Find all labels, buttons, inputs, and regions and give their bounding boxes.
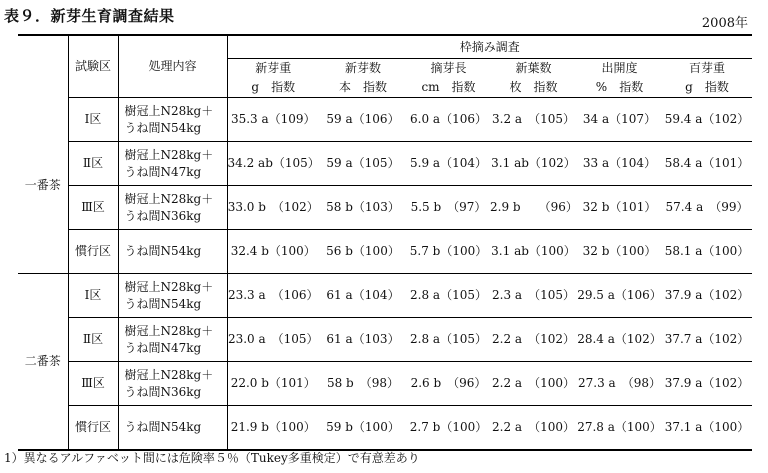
treatment-line: 樹冠上N28kg＋ (124, 279, 214, 294)
value-cell: 2.9 b （96） (490, 186, 577, 230)
plot-header: 試験区 (68, 35, 118, 98)
treatment-cell (118, 318, 227, 362)
value-cell: 58.1 a（100） (662, 230, 752, 274)
value-cell: 5.7 b（100） (407, 230, 490, 274)
value-cell: 37.1 a（100） (662, 406, 752, 451)
value-cell: 5.5 b （97） (407, 186, 490, 230)
season-label: 二番茶 (18, 274, 68, 451)
value-cell: 32 b（101） (577, 186, 662, 230)
value-cell: 27.8 a（100） (577, 406, 662, 451)
treatment-cell (118, 230, 227, 274)
value-cell: 32.4 b（100） (227, 230, 319, 274)
value-cell: 56 b（100） (319, 230, 407, 274)
value-cell: 2.2 a （100） (490, 362, 577, 406)
table-row (18, 318, 752, 362)
col-header-unit: 枚 指数 (490, 78, 577, 98)
value-cell: 58.4 a（101） (662, 142, 752, 186)
value-cell: 2.8 a（105） (407, 274, 490, 318)
table-row (18, 274, 752, 318)
value-cell: 2.2 a （100） (490, 406, 577, 451)
plot-cell: 慣行区 (68, 406, 118, 451)
value-cell: 59 a（106） (319, 98, 407, 142)
treatment-cell (118, 142, 227, 186)
value-cell: 2.2 a （102） (490, 318, 577, 362)
treatment-line: 樹冠上N28kg＋ (124, 191, 214, 206)
value-cell: 3.2 a （105） (490, 98, 577, 142)
col-header-unit: % 指数 (577, 78, 662, 98)
value-cell: 37.7 a（102） (662, 318, 752, 362)
value-cell: 28.4 a（102） (577, 318, 662, 362)
value-cell: 29.5 a（106） (577, 274, 662, 318)
value-cell: 3.1 ab（102） (490, 142, 577, 186)
treatment-line: 樹冠上N28kg＋ (124, 147, 214, 162)
treatment-cell (118, 362, 227, 406)
treatment-line: うね間N54kg (124, 420, 202, 434)
col-header-name: 摘芽長 (430, 61, 467, 75)
plot-cell: Ⅱ区 (68, 142, 118, 186)
value-cell: 58 b （98） (319, 362, 407, 406)
table-title: 表９．新芽生育調査結果 (4, 7, 175, 25)
plot-cell: 慣行区 (68, 230, 118, 274)
treatment-line: 樹冠上N28kg＋ (124, 367, 214, 382)
season-label: 一番茶 (18, 98, 68, 274)
col-header-name: 新葉数 (515, 61, 552, 75)
value-cell: 34.2 ab（105） (227, 142, 319, 186)
value-cell: 61 a（103） (319, 318, 407, 362)
treatment-cell (118, 98, 227, 142)
value-cell: 37.9 a（102） (662, 274, 752, 318)
col-header-name: 出開度 (601, 61, 638, 75)
value-cell: 23.0 a （105） (227, 318, 319, 362)
table-row (18, 230, 752, 274)
value-cell: 2.6 b （96） (407, 362, 490, 406)
plot-cell: Ⅱ区 (68, 318, 118, 362)
value-cell: 61 a（104） (319, 274, 407, 318)
col-header-unit: cm 指数 (407, 78, 490, 98)
value-cell: 21.9 b（100） (227, 406, 319, 451)
value-cell: 59.4 a（102） (662, 98, 752, 142)
value-cell: 59 b（100） (319, 406, 407, 451)
treatment-cell (118, 406, 227, 451)
treatment-line: うね間N54kg (124, 120, 202, 135)
value-cell: 2.3 a （105） (490, 274, 577, 318)
value-cell: 57.4 a （99） (662, 186, 752, 230)
plot-cell: Ⅰ区 (68, 274, 118, 318)
treatment-cell (118, 274, 227, 318)
plot-cell: Ⅰ区 (68, 98, 118, 142)
value-cell: 33.0 b （102） (227, 186, 319, 230)
treatment-cell (118, 186, 227, 230)
value-cell: 23.3 a （106） (227, 274, 319, 318)
treatment-line: うね間N54kg (124, 296, 202, 311)
table-row (18, 406, 752, 451)
group-header: 枠摘み調査 (227, 35, 752, 59)
value-cell: 32 b（100） (577, 230, 662, 274)
table-row (18, 362, 752, 406)
treatment-line: うね間N36kg (124, 384, 202, 399)
treatment-line: うね間N36kg (124, 208, 202, 223)
plot-cell: Ⅲ区 (68, 362, 118, 406)
treatment-line: 樹冠上N28kg＋ (124, 323, 214, 338)
value-cell: 34 a（107） (577, 98, 662, 142)
col-header-unit: 本 指数 (319, 78, 407, 98)
table-row (18, 186, 752, 230)
value-cell: 2.8 a（105） (407, 318, 490, 362)
table-row (18, 98, 752, 142)
value-cell: 37.9 a（102） (662, 362, 752, 406)
col-header-unit: g 指数 (662, 78, 752, 98)
treatment-line: うね間N54kg (124, 244, 202, 258)
treatment-header: 処理内容 (118, 35, 227, 98)
value-cell: 58 b（103） (319, 186, 407, 230)
col-header-name: 新芽重 (227, 59, 319, 79)
value-cell: 22.0 b（101） (227, 362, 319, 406)
value-cell: 5.9 a（104） (407, 142, 490, 186)
treatment-line: うね間N47kg (124, 340, 202, 355)
value-cell: 3.1 ab（100） (490, 230, 577, 274)
value-cell: 33 a（104） (577, 142, 662, 186)
corner-cell (18, 35, 68, 98)
value-cell: 27.3 a （98） (577, 362, 662, 406)
col-header-unit: g 指数 (227, 78, 319, 98)
col-header-name: 新芽数 (344, 61, 381, 75)
year-label: 2008年 (701, 16, 748, 31)
value-cell: 6.0 a（106） (407, 98, 490, 142)
value-cell: 59 a（105） (319, 142, 407, 186)
treatment-line: 樹冠上N28kg＋ (124, 103, 214, 118)
value-cell: 35.3 a（109） (227, 98, 319, 142)
table-row (18, 142, 752, 186)
results-table (18, 34, 752, 451)
treatment-line: うね間N47kg (124, 164, 202, 179)
value-cell: 2.7 b（100） (407, 406, 490, 451)
footnote: 1）異なるアルファベット間には危険率５％（Tukey多重検定）で有意差あり (4, 451, 420, 465)
plot-cell: Ⅲ区 (68, 186, 118, 230)
col-header-name: 百芽重 (689, 61, 726, 75)
